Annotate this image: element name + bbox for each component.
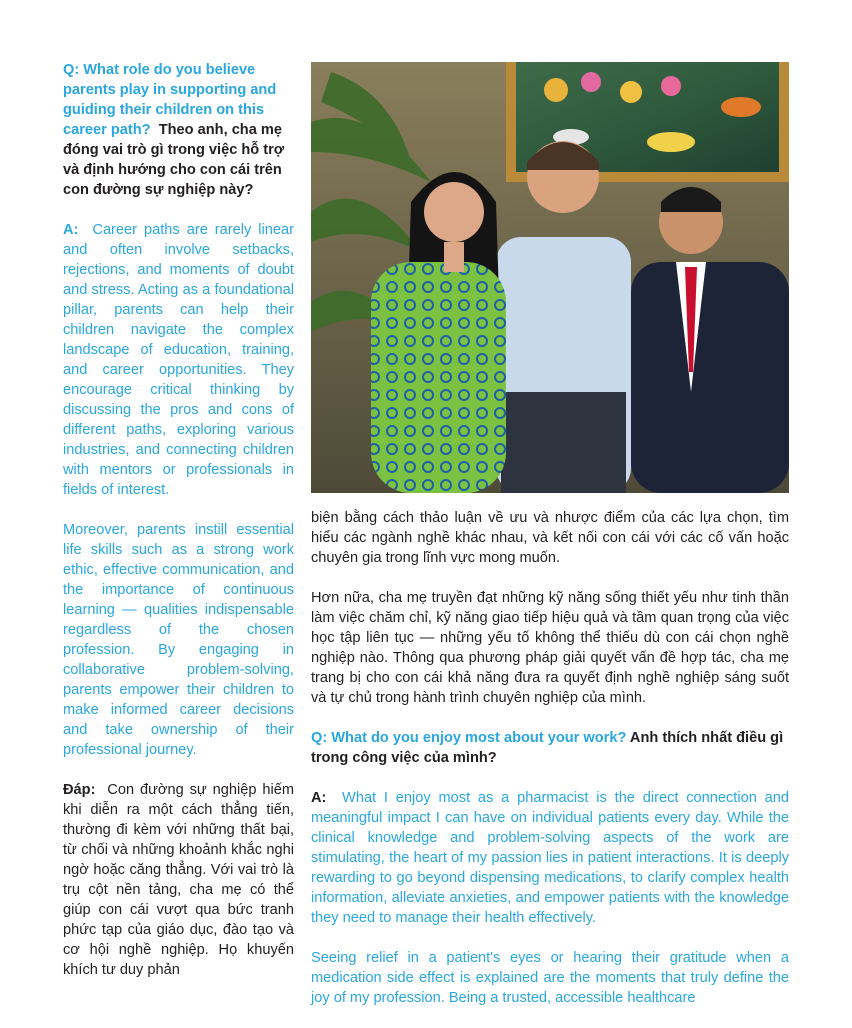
answer-1-paragraph-1 (63, 220, 294, 500)
photo-illustration (311, 62, 789, 493)
vietnamese-answer-text: Con đường sự nghiệp hiếm khi diễn ra một cách thẳng tiến, thường đi kèm với những thất bại, từ chối và những khoảnh khắc nghi ngờ hoặc căng thẳng. Với vai trò là trụ cột nền tảng, cha mẹ có thể giúp con cái vượt qua bức tranh phức tạp của giáo dục, đào tạo và cơ hội nghề nghiệp. Họ khuyến khích tư duy phản (63, 782, 294, 978)
answer-1-text: Career paths are rarely linear and often involve setbacks, rejections, and moments of doubt and stress. Acting as a foundational pillar, parents can help their children navigate the complex landscape of education, training, and career opportunities. They encourage critical thinking by discussing the pros and cons of different paths, exploring various industries, and connecting children with mentors or professionals in fields of interest. (63, 222, 294, 498)
vietnamese-answer-1 (63, 780, 294, 980)
answer-2-paragraph-2: Seeing relief in a patient's eyes or hearing their gratitude when a medication side effect is explained are the moments that truly define the joy of my profession. Being a trusted, accessible healthcare (311, 950, 789, 1006)
question-1-vietnamese: Theo anh, cha mẹ đóng vai trò gì trong việc hỗ trợ và định hướng cho con cái trên con đường sự nghiệp này? (63, 122, 285, 198)
answer-1-paragraph-2: Moreover, parents instill essential life skills such as a strong work ethic, effective communication, and the importance of continuous learning — qualities indispensable regardless of the chosen profession. By engaging in collaborative problem-solving, parents empower their children to make informed career decisions and take ownership of their professional journey. (63, 522, 294, 758)
vietnamese-answer-continued: biện bằng cách thảo luận về ưu và nhược điểm của các lựa chọn, tìm hiểu các ngành nghề khác nhau, và kết nối con cái với các cố vấn hoặc chuyên gia trong lĩnh vực mong muốn. (311, 510, 789, 566)
right-column (311, 508, 789, 1028)
answer-2-label: A: (311, 790, 327, 806)
answer-2-paragraph-1 (311, 788, 789, 928)
interview-photo (311, 62, 789, 493)
question-1-english: Q: What role do you believe parents play in supporting and guiding their children on this career path? (63, 62, 277, 138)
question-2-vietnamese: Anh thích nhất điều gì trong công việc của mình? (311, 730, 784, 766)
vietnamese-answer-paragraph-2: Hơn nữa, cha mẹ truyền đạt những kỹ năng sống thiết yếu như tinh thần làm việc chăm chỉ, kỹ năng giao tiếp hiệu quả và tầm quan trọng của việc học tập liên tục — những yếu tố không thể thiếu dù con cái chọn nghề nghiệp nào. Thông qua phương pháp giải quyết vấn đề hợp tác, cha mẹ trang bị cho con cái khả năng đưa ra quyết định nghề nghiệp sáng suốt và tự chủ trong hành trình chuyên nghiệp của mình. (311, 590, 789, 706)
question-2 (311, 728, 789, 768)
left-column (63, 60, 294, 1000)
question-1 (63, 60, 294, 200)
vietnamese-answer-label: Đáp: (63, 782, 96, 798)
question-2-english: Q: What do you enjoy most about your work? (311, 730, 627, 746)
answer-2-text: What I enjoy most as a pharmacist is the direct connection and meaningful impact I can have on individual patients every day. While the clinical knowledge and problem-solving aspects of the work are stimulating, the heart of my passion lies in patient interactions. It is deeply rewarding to go beyond dispensing medications, to clarify complex health information, alleviate anxieties, and empower patients with the knowledge they need to manage their health effectively. (311, 790, 789, 926)
answer-1-label: A: (63, 222, 79, 238)
